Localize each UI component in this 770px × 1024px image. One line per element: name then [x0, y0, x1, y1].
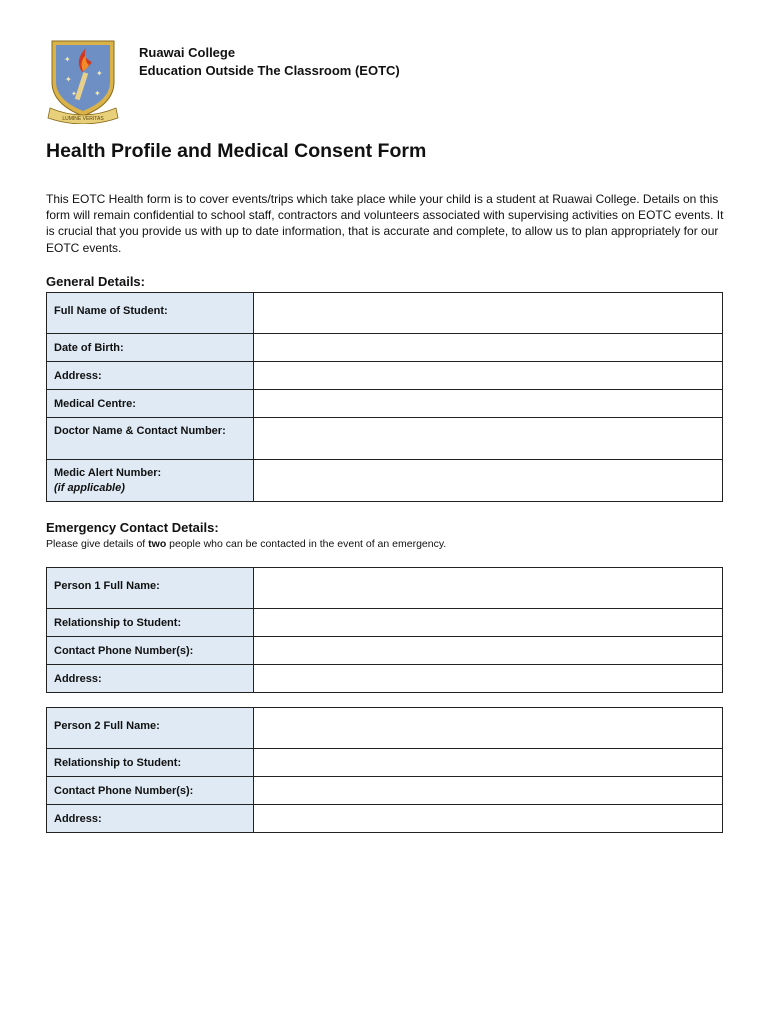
field-label: Medic Alert Number:	[54, 467, 162, 479]
svg-text:✦: ✦	[71, 91, 77, 98]
field-label: Doctor Name & Contact Number:	[47, 418, 254, 460]
field-label-medic-alert	[47, 460, 254, 502]
form-row-p2-address	[47, 805, 723, 833]
address-field[interactable]	[254, 362, 723, 390]
person2-phone-field[interactable]	[254, 777, 723, 805]
field-label: Relationship to Student:	[47, 609, 254, 637]
emergency-contact-heading: Emergency Contact Details:	[46, 520, 219, 535]
form-row-p2-relationship	[47, 749, 723, 777]
school-name: Ruawai College	[139, 45, 236, 60]
doctor-contact-field[interactable]	[254, 418, 723, 460]
medic-alert-field[interactable]	[254, 460, 723, 502]
emergency-instruction	[46, 538, 446, 550]
general-details-table	[46, 292, 723, 502]
person1-address-field[interactable]	[254, 665, 723, 693]
person2-relationship-field[interactable]	[254, 749, 723, 777]
date-of-birth-field[interactable]	[254, 334, 723, 362]
person2-name-field[interactable]	[254, 708, 723, 749]
person1-table	[46, 567, 723, 693]
field-note: (if applicable)	[54, 482, 125, 494]
field-label: Address:	[47, 362, 254, 390]
form-row-address	[47, 362, 723, 390]
person1-name-field[interactable]	[254, 568, 723, 609]
field-label: Full Name of Student:	[47, 293, 254, 334]
crest-motto: LUMINE VERITAS	[62, 116, 104, 122]
field-label: Person 1 Full Name:	[47, 568, 254, 609]
person1-phone-field[interactable]	[254, 637, 723, 665]
program-name: Education Outside The Classroom (EOTC)	[139, 63, 400, 78]
person2-table	[46, 707, 723, 833]
form-row-p1-address	[47, 665, 723, 693]
person1-relationship-field[interactable]	[254, 609, 723, 637]
instruction-text: people who can be contacted in the event of an emergency.	[166, 538, 447, 550]
form-row-p2-name	[47, 708, 723, 749]
form-row-student-name	[47, 293, 723, 334]
page-title: Health Profile and Medical Consent Form	[46, 140, 427, 162]
form-row-p1-relationship	[47, 609, 723, 637]
form-row-medical-centre	[47, 390, 723, 418]
form-row-p1-phone	[47, 637, 723, 665]
svg-text:✦: ✦	[65, 75, 72, 84]
medical-centre-field[interactable]	[254, 390, 723, 418]
field-label: Address:	[47, 805, 254, 833]
college-crest-logo	[46, 38, 120, 124]
svg-text:✦: ✦	[64, 55, 71, 64]
svg-text:✦: ✦	[96, 69, 103, 78]
field-label: Date of Birth:	[47, 334, 254, 362]
school-header	[139, 44, 400, 80]
general-details-heading: General Details:	[46, 274, 145, 289]
student-name-field[interactable]	[254, 293, 723, 334]
field-label: Relationship to Student:	[47, 749, 254, 777]
intro-paragraph: This EOTC Health form is to cover events/trips which take place while your child is a student at Ruawai College. Details on this form will remain confidential to school staff, contractors and volunteers associated with supervising activities on EOTC events. It is crucial that you provide us with up to date information, that is accurate and complete, to allow us to plan appropriately for our EOTC events.	[46, 192, 724, 255]
svg-text:✦: ✦	[94, 89, 101, 98]
field-label: Address:	[47, 665, 254, 693]
form-row-p2-phone	[47, 777, 723, 805]
field-label: Contact Phone Number(s):	[47, 777, 254, 805]
form-row-doctor	[47, 418, 723, 460]
field-label: Contact Phone Number(s):	[47, 637, 254, 665]
form-row-dob	[47, 334, 723, 362]
instruction-text: Please give details of	[46, 538, 149, 550]
form-row-medic-alert	[47, 460, 723, 502]
form-row-p1-name	[47, 568, 723, 609]
instruction-emphasis: two	[148, 538, 167, 550]
field-label: Person 2 Full Name:	[47, 708, 254, 749]
field-label: Medical Centre:	[47, 390, 254, 418]
person2-address-field[interactable]	[254, 805, 723, 833]
